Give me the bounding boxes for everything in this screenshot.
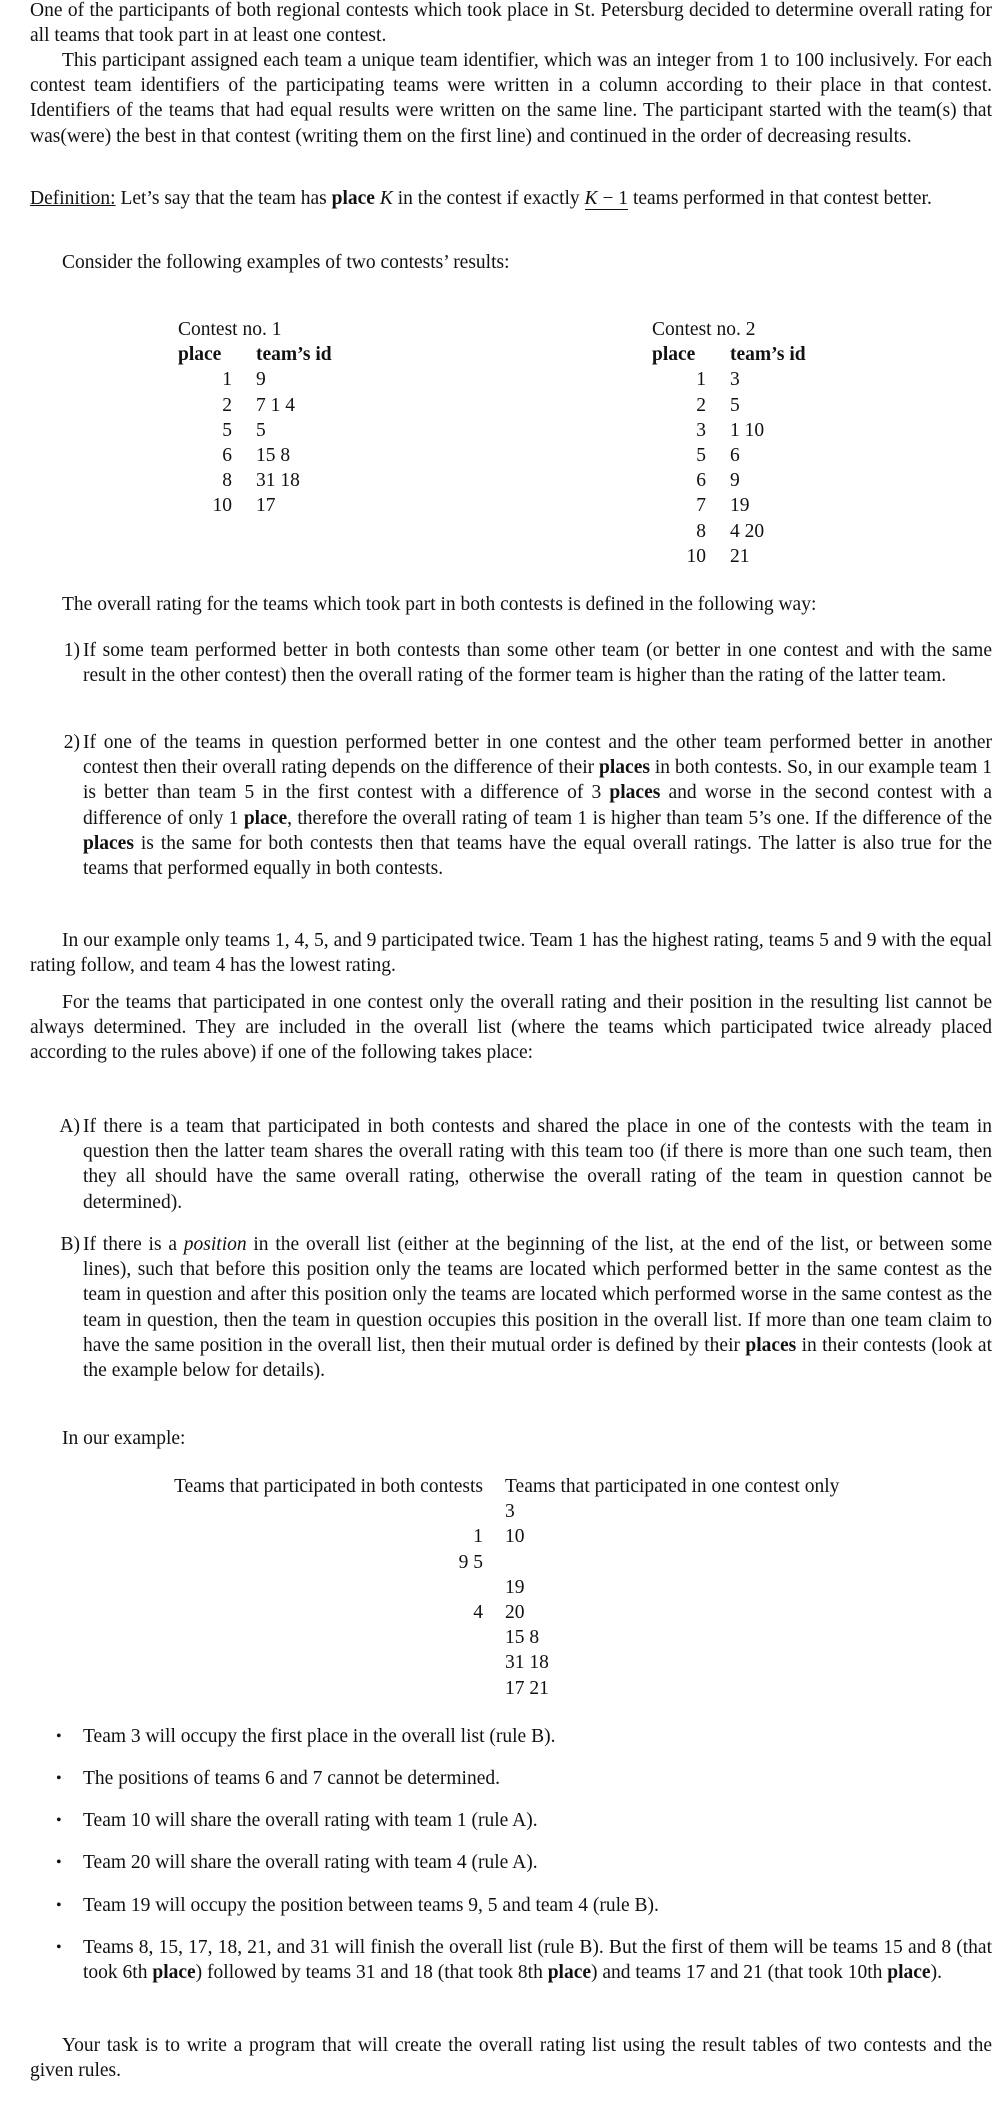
example-summary: In our example only teams 1, 4, 5, and 9 participated twice. Team 1 has the highest rating, teams 5 and 9 with the equal rating follow, and team 4 has the lowest rating.: [30, 930, 992, 977]
contest-title: Contest no. 1: [178, 319, 282, 340]
bullet-item: • Team 19 will occupy the position between teams 9, 5 and team 4 (rule B).: [30, 1893, 992, 1918]
rule-label: A): [59, 1116, 80, 1137]
table-row: 2 5: [696, 394, 740, 416]
table-header: place team’s id: [652, 344, 806, 366]
bullet-item: • Team 20 will share the overall rating with team 4 (rule A).: [30, 1850, 992, 1875]
rating-intro: The overall rating for the teams which took part in both contests is defined in the following way:: [62, 594, 817, 615]
overall-header: [97, 1474, 839, 1499]
table-row: 6 15 8: [222, 445, 291, 467]
bold-term: place: [331, 188, 375, 209]
rule-1: [30, 638, 992, 688]
formula: K − 1: [584, 188, 629, 209]
examples-intro: Consider the following examples of two contests’ results:: [62, 252, 510, 273]
rule-label: 1): [63, 640, 80, 661]
rule-b: [30, 1232, 992, 1383]
bullet-item: • Team 10 will share the overall rating with team 1 (rule A).: [30, 1808, 992, 1833]
table-header: place team’s id: [178, 344, 332, 366]
overall-row: 15 8: [505, 1627, 540, 1649]
bullet-icon: •: [56, 1854, 62, 1871]
overall-row: 31 18: [505, 1652, 549, 1674]
bullet-icon: •: [56, 1812, 62, 1829]
rule-label: 2): [63, 732, 80, 753]
bullet-item: • The positions of teams 6 and 7 cannot be determined.: [30, 1766, 992, 1791]
overall-row: 19: [505, 1576, 525, 1598]
table-row: 3 1 10: [696, 419, 765, 441]
rule-text: If there is a team that participated in both contests and shared the place in one of the contests with the team in question then the latter team shares the overall rating with this team too (if there is more than one such team, then they all should have the same overall rating, otherwise the overall rating of the team in question cannot be determined).: [83, 1116, 992, 1213]
contest-title: Contest no. 2: [652, 319, 756, 340]
intro-paragraph-1: One of the participants of both regional contests which took place in St. Petersburg decided to determine overall rating for all teams that took part in at least one contest.: [30, 0, 992, 47]
table-row: 2 7 1 4: [222, 394, 295, 416]
header-both: Teams that participated in both contests: [174, 1476, 483, 1497]
overall-row: 3: [505, 1501, 515, 1523]
header-one: Teams that participated in one contest only: [505, 1476, 840, 1497]
overall-row: 1 10: [473, 1526, 525, 1548]
table-row: 8 4 20: [696, 520, 765, 542]
rule-text: If one of the teams in question performed better in one contest and the other team performed better in another contest then their overall rating depends on the difference of their places in both contests. So, in our example team 1 is better than team 5 in the first contest with a difference of 3 places and worse in the second contest with a difference of only 1 place, therefore the overall rating of team 1 is higher than team 5’s one. If the difference of the places is the same for both contests then that teams have the equal overall ratings. The latter is also true for the teams that performed equally in both contests.: [83, 732, 993, 880]
intro-paragraph-2: This participant assigned each team a unique team identifier, which was an integer from 1 to 100 inclusively. For each contest team identifiers of the participating teams were written in a column according to their place in that contest. Identifiers of the teams that had equal results were written on the same line. The participant started with the team(s) that was(were) the best in that contest (writing them on the first line) and continued in the order of decreasing results.: [30, 50, 992, 147]
example-label: In our example:: [62, 1428, 186, 1449]
rule-label: B): [60, 1234, 80, 1255]
definition-label: Definition:: [30, 188, 116, 209]
rule-text: If some team performed better in both contests than some other team (or better in one contest and with the same result in the other contest) then the overall rating of the former team is higher than the rating of the latter team.: [83, 640, 992, 687]
contest-1-table: [178, 317, 332, 519]
rule-2: [30, 730, 992, 881]
var-k: K: [379, 188, 393, 209]
bullet-item: • Teams 8, 15, 17, 18, 21, and 31 will finish the overall list (rule B). But the first of them will be teams 15 and 8 (that took 6th place) followed by teams 31 and 18 (that took 8th place) and teams 17 and 21 (that took 10th place).: [56, 1937, 992, 1984]
table-row: 10 17: [212, 495, 276, 517]
table-row: 5 6: [696, 445, 740, 467]
rule-text: If there is a position in the overall list (either at the beginning of the list, at the end of the list, or between some lines), such that before this position only the teams are located which performed better in the same contest as the team in question and after this position only the teams are located which performed worse in the same contest as the team in question, then the team in question occupies this position in the overall list. If more than one team claim to have the same position in the overall list, then their mutual order is defined by their places in their contests (look at the example below for details).: [83, 1234, 993, 1382]
bullet-item: • Team 3 will occupy the first place in the overall list (rule B).: [30, 1724, 992, 1749]
bullet-icon: •: [56, 1728, 62, 1745]
overall-row: 9 5: [458, 1551, 483, 1573]
table-row: 1 9: [222, 369, 266, 391]
overall-example-table: [97, 1474, 839, 1701]
table-row: 7 19: [696, 495, 750, 517]
table-row: 8 31 18: [222, 470, 300, 492]
table-row: 1 3: [696, 369, 740, 391]
single-contest-intro: For the teams that participated in one contest only the overall rating and their position in the resulting list cannot be always determined. They are included in the overall list (where the teams which participated twice already placed according to the rules above) if one of the following takes place:: [30, 992, 992, 1064]
rule-a: [30, 1114, 992, 1215]
definition-paragraph: Definition: Let’s say that the team has place K in the contest if exactly K − 1 teams performed in that contest better.: [30, 188, 932, 209]
bullet-icon: •: [56, 1770, 62, 1787]
overall-row: 17 21: [505, 1677, 549, 1699]
bullet-icon: •: [56, 1897, 62, 1914]
bullet-icon: •: [56, 1939, 62, 1956]
task-paragraph: Your task is to write a program that will create the overall rating list using the result tables of two contests and the given rules.: [30, 2035, 992, 2082]
table-row: 5 5: [222, 419, 266, 441]
table-row: 10 21: [686, 545, 750, 567]
overall-row: 4 20: [473, 1601, 525, 1623]
contest-2-table: [652, 317, 806, 569]
table-row: 6 9: [696, 470, 740, 492]
